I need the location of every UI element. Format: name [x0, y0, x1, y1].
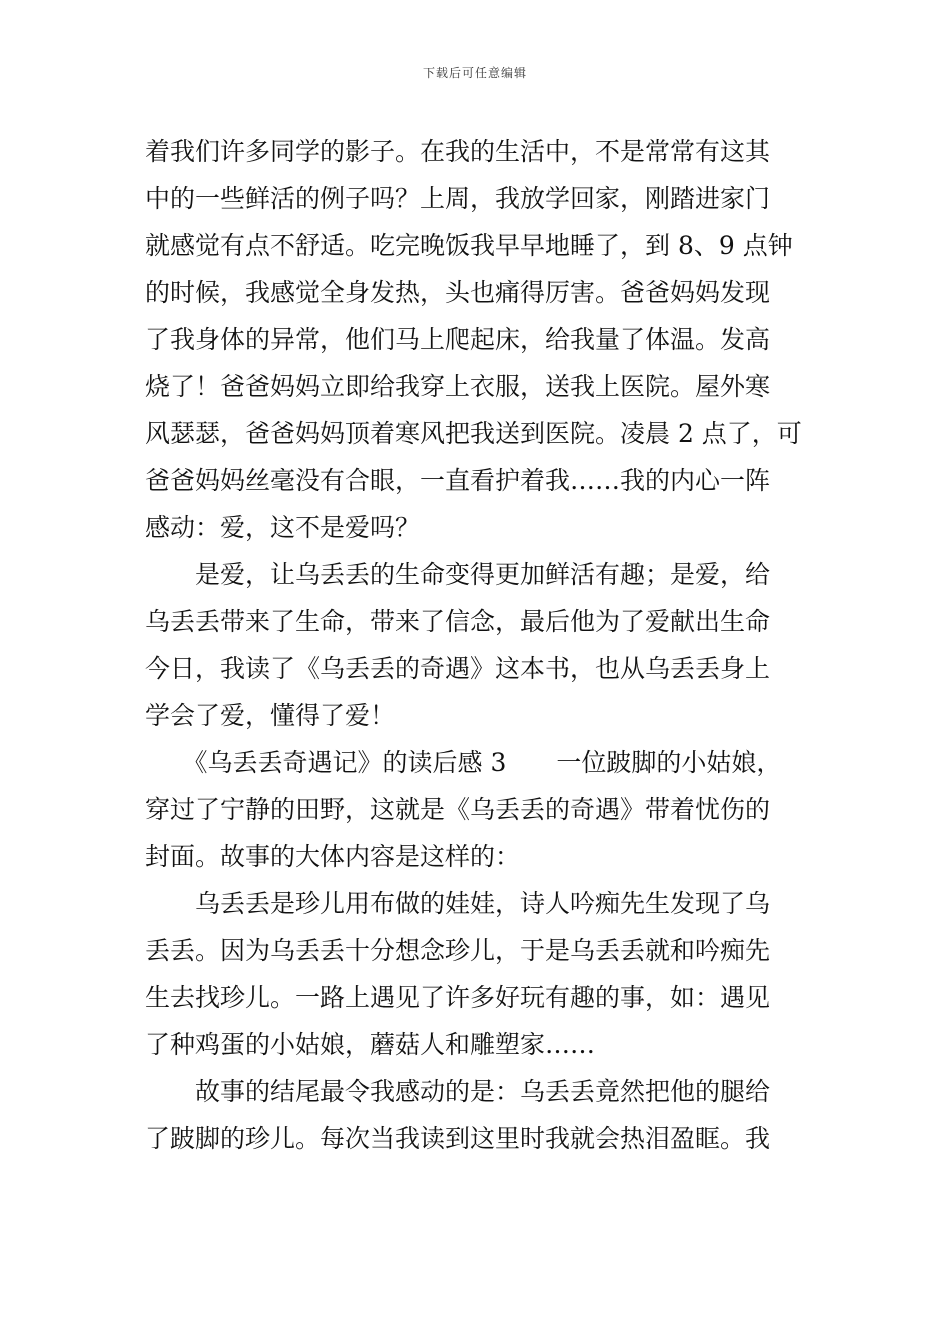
text-line: 学会了爱，懂得了爱！: [145, 701, 396, 730]
text-line: 就感觉有点不舒适。吃完晚饭我早早地睡了，到 8、9 点钟: [145, 231, 793, 260]
text-line: 今日，我读了《乌丢丢的奇遇》这本书，也从乌丢丢身上: [145, 654, 771, 683]
text-line: 感动：爱，这不是爱吗？: [145, 513, 421, 542]
text-line: 是爱，让乌丢丢的生命变得更加鲜活有趣；是爱，给: [145, 560, 771, 589]
text-line: 爸爸妈妈丝毫没有合眼，一直看护着我……我的内心一阵: [145, 466, 771, 495]
text-line: 了我身体的异常，他们马上爬起床，给我量了体温。发高: [145, 325, 771, 354]
text-line: 穿过了宁静的田野，这就是《乌丢丢的奇遇》带着忧伤的: [145, 795, 771, 824]
text-line: 乌丢丢是珍儿用布做的娃娃，诗人吟痴先生发现了乌: [145, 889, 771, 918]
text-line: 中的一些鲜活的例子吗？上周，我放学回家，刚踏进家门: [145, 184, 771, 213]
text-line: 的时候，我感觉全身发热，头也痛得厉害。爸爸妈妈发现: [145, 278, 771, 307]
text-line: 封面。故事的大体内容是这样的：: [145, 842, 521, 871]
text-line: 烧了！爸爸妈妈立即给我穿上衣服，送我上医院。屋外寒: [145, 372, 771, 401]
text-line: 丢丢。因为乌丢丢十分想念珍儿，于是乌丢丢就和吟痴先: [145, 936, 771, 965]
text-line: 了跛脚的珍儿。每次当我读到这里时我就会热泪盈眶。我: [145, 1124, 771, 1153]
text-line: 风瑟瑟，爸爸妈妈顶着寒风把我送到医院。凌晨 2 点了，可: [145, 419, 802, 448]
text-line: 《乌丢丢奇遇记》的读后感 3 一位跛脚的小姑娘，: [145, 748, 782, 777]
text-line: 生去找珍儿。一路上遇见了许多好玩有趣的事，如：遇见: [145, 983, 771, 1012]
text-line: 故事的结尾最令我感动的是：乌丢丢竟然把他的腿给: [145, 1077, 771, 1106]
body-text: [145, 128, 813, 1162]
page-header: 下载后可任意编辑: [422, 66, 527, 80]
text-line: 着我们许多同学的影子。在我的生活中，不是常常有这其: [145, 137, 771, 166]
text-line: 乌丢丢带来了生命，带来了信念，最后他为了爱献出生命: [145, 607, 771, 636]
text-line: 了种鸡蛋的小姑娘，蘑菇人和雕塑家……: [145, 1030, 596, 1059]
